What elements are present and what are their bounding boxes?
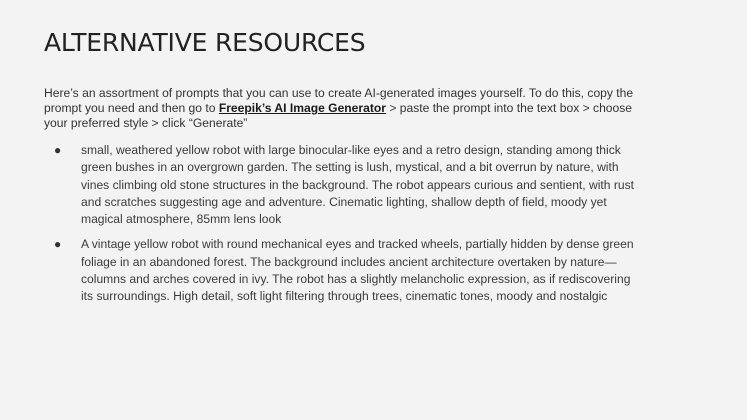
- ai-image-generator-link[interactable]: Freepik’s AI Image Generator: [218, 101, 386, 115]
- prompt-item-1: [44, 142, 644, 228]
- prompt-text-2: A vintage yellow robot with round mechanical eyes and tracked wheels, partially hidden by dense green foliage in an abandoned forest. The background includes ancient architecture overtaken by nature—columns and arches covered in ivy. The robot has a slightly melancholic expression, as if rediscovering its surroundings. High detail, soft light filtering through trees, cinematic tones, moody and nostalgic: [81, 237, 634, 304]
- prompt-text-1: small, weathered yellow robot with large binocular-like eyes and a retro design, standing among thick green bushes in an overgrown garden. The setting is lush, mystical, and a bit overrun by nature, with vines climbing old stone structures in the background. The robot appears curious and sentient, with rust and scratches suggesting age and adventure. Cinematic lighting, shallow depth of field, moody yet magical atmosphere, 85mm lens look: [81, 143, 635, 227]
- page-title: ALTERNATIVE RESOURCES: [44, 28, 366, 57]
- bullet-dot-icon: ●: [54, 237, 62, 252]
- prompt-item-2: [44, 236, 644, 305]
- intro-text-before-link: Here’s an assortment of prompts that you can use to create AI-generated images yourself. To do this, copy the prompt you need and then go to: [44, 86, 634, 115]
- intro-text-after-link: > paste the prompt into the text box > choose your preferred style > click “Generate”: [44, 101, 633, 130]
- bullet-dot-icon: ●: [54, 143, 62, 157]
- intro-paragraph: [44, 86, 644, 131]
- prompt-list: [44, 142, 644, 306]
